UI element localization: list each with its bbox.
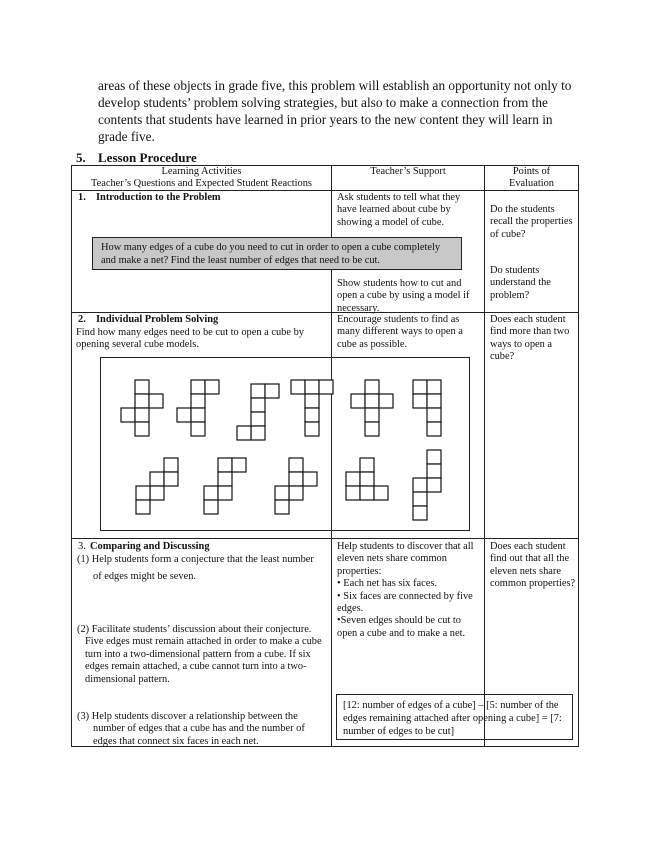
- support-bullet: • Six faces are connected by five edges.: [337, 590, 473, 615]
- header-learning-activities: [72, 166, 331, 191]
- header-teachers-support: Teacher’s Support: [370, 166, 446, 177]
- cube-net: [351, 380, 393, 436]
- row1-title: [78, 192, 328, 204]
- section-number: 5.: [76, 150, 86, 165]
- row3-eval: Does each student find out that all the eleven nets share common properties?: [490, 541, 576, 590]
- row1-title-text: Introduction to the Problem: [96, 192, 221, 203]
- header-line: Evaluation: [508, 178, 554, 190]
- support-bullet: • Each net has six faces.: [337, 578, 437, 590]
- cube-net: [121, 380, 163, 436]
- header-line: Teacher’s Questions and Expected Student Reactions: [91, 178, 312, 190]
- row-divider: [71, 312, 579, 313]
- cube-nets-figure: [100, 357, 470, 531]
- column-divider: [484, 165, 485, 747]
- support-intro: Help students to discover that all eleven nets share common properties:: [337, 541, 474, 577]
- row3-item2: [77, 624, 329, 686]
- item3-body: number of edges that a cube has and the number of edges that connect six faces in each net.: [93, 723, 305, 747]
- row3-item3: [77, 711, 329, 748]
- section-title: Lesson Procedure: [98, 150, 197, 165]
- problem-box: How many edges of a cube do you need to cut in order to open a cube completely and make a net? Find the least number of edges that need to be cut.: [92, 237, 462, 270]
- section-heading: [76, 150, 197, 166]
- cube-net: [177, 380, 219, 436]
- cube-net: [346, 458, 388, 500]
- row2-activity: Find how many edges need to be cut to open a cube by opening several cube models.: [76, 327, 304, 351]
- row1-eval-2: Do students understand the problem?: [490, 265, 551, 301]
- row-divider: [71, 538, 579, 539]
- cube-nets-drawing: [101, 358, 469, 530]
- cube-net: [136, 458, 178, 514]
- row1-eval-1: Do the students recall the properties of cube?: [490, 204, 573, 240]
- cube-net: [413, 450, 441, 520]
- row3-support: [337, 541, 479, 640]
- formula-box: [12: number of edges of a cube] – [5: number of the edges remaining attached after opening a cube] = [7: number of edges to be cut]: [336, 694, 573, 740]
- cube-net: [275, 458, 317, 514]
- row2-number: 2.: [78, 314, 86, 325]
- header-line: Points of: [512, 166, 551, 177]
- row2-support: Encourage students to find as many different ways to open a cube as possible.: [337, 314, 463, 350]
- row2-title: [78, 314, 328, 326]
- row3-number: 3.: [78, 541, 86, 552]
- row1-support-2: Show students how to cut and open a cube by using a model if necessary.: [337, 278, 470, 314]
- row2-title-text: Individual Problem Solving: [96, 314, 219, 325]
- support-bullet: •Seven edges should be cut to open a cube and to make a net.: [337, 615, 466, 639]
- row3-title: [78, 541, 328, 553]
- item1-line1: (1) Help students form a conjecture that the least number: [77, 554, 314, 565]
- header-line: Learning Activities: [161, 166, 242, 177]
- header-points-of-evaluation: [485, 166, 578, 191]
- row3-item1: [77, 554, 329, 584]
- cube-net: [204, 458, 246, 514]
- item1-line2: of edges might be seven.: [93, 571, 197, 583]
- row1-support-1: Ask students to tell what they have learned about cube by showing a model of cube.: [337, 192, 461, 228]
- item2-line1: (2) Facilitate students’ discussion about their conjecture.: [77, 624, 312, 635]
- cube-net: [291, 380, 333, 436]
- item2-body: Five edges must remain attached in order to make a cube turn into a two-dimensional pattern from a cube. If six edges remain attached, a cube cannot turn into a two-dimensional pattern.: [85, 636, 322, 685]
- cube-net: [413, 380, 441, 436]
- intro-paragraph: areas of these objects in grade five, this problem will establish an opportunity not only to develop students’ problem solving strategies, but also to make a connection from the contents that students have learned in prior years to the new content they will learn in grade five.: [98, 78, 572, 144]
- row1-number: 1.: [78, 192, 86, 203]
- row2-eval: Does each student find more than two ways to open a cube?: [490, 314, 570, 363]
- item3-line1: (3) Help students discover a relationship between the: [77, 711, 298, 722]
- cube-net: [237, 384, 279, 440]
- row3-title-text: Comparing and Discussing: [90, 541, 210, 552]
